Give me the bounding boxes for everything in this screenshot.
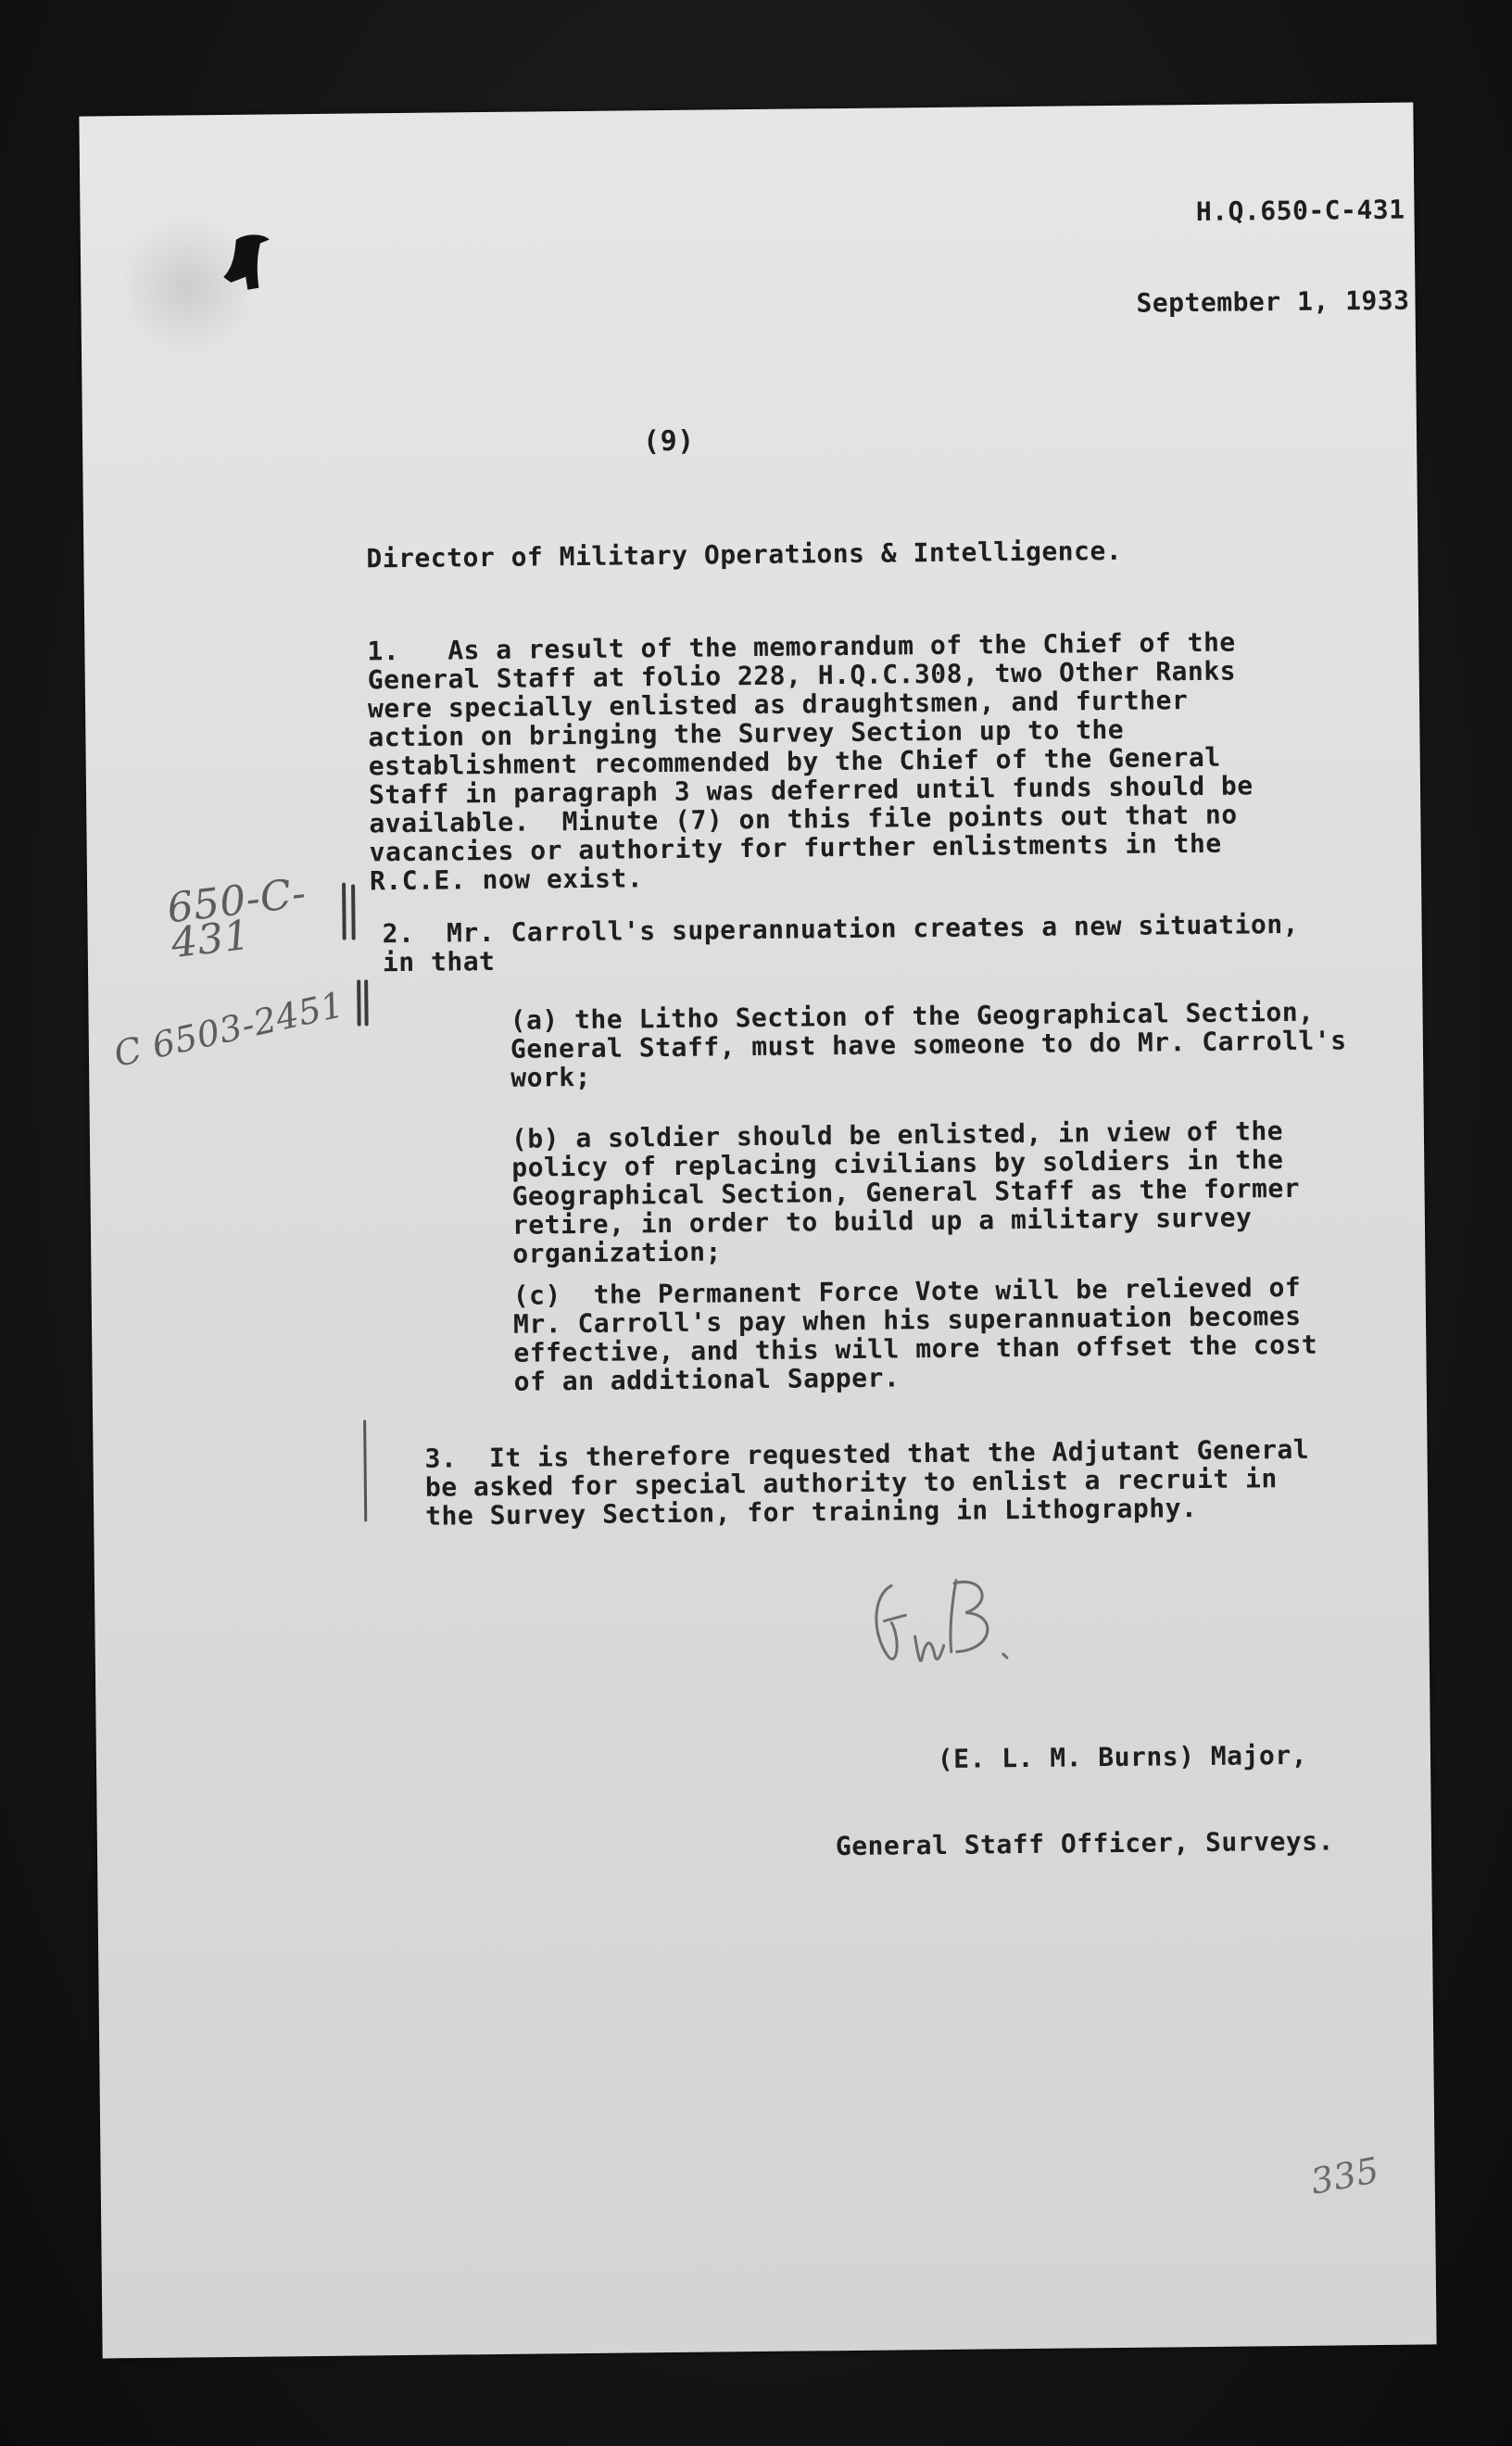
paragraph-2: 2. Mr. Carroll's superannuation creates a new situation, in that (382, 908, 1300, 978)
handwritten-margin-reference: 650-C- 431 (164, 869, 309, 968)
subparagraph-c: (c) the Permanent Force Vote will be relieved of Mr. Carroll's pay when his superannuation becomes effective, and this will more than offset the cost of an additional Sapper. (512, 1271, 1318, 1397)
margin-bracket-line (357, 979, 361, 1026)
minute-serial-number: (9) (642, 424, 695, 459)
subparagraph-a: (a) the Litho Section of the Geographical Section, General Staff, must have someone to do Mr. Carroll's work; (510, 996, 1347, 1093)
margin-bracket-line (342, 883, 346, 940)
margin-bracket-line (364, 979, 369, 1026)
subparagraph-b: (b) a soldier should be enlisted, in view of the policy of replacing civilians by soldiers in the Geographical Section, General Staff as the former retire, in order to build up a military survey organization; (510, 1116, 1301, 1269)
addressee-line: Director of Military Operations & Intelligence. (366, 535, 1123, 574)
margin-bracket-line (351, 885, 356, 940)
document-date: September 1, 1933 (1136, 284, 1410, 319)
paragraph-1: 1. As a result of the memorandum of the Chief of the General Staff at folio 228, H.Q.C.308, two Other Ranks were specially enlisted as draughtsmen, and further action on bringing the Survey Section up to the establishment recommended by the Chief of the General Staff in paragraph 3 was deferred until funds should be available. Minute (7) on this file points out that no vacancies or authority for further enlistments in the R.C.E. now exist. (367, 626, 1254, 897)
signatory-title: General Staff Officer, Surveys. (835, 1825, 1335, 1862)
paragraph-3: 3. It is therefore requested that the Adjutant General be asked for special authority to enlist a recruit in the Survey Section, for training in Lithography. (424, 1433, 1310, 1532)
signature-block (834, 1683, 1335, 1919)
handwritten-signature-icon (863, 1566, 1050, 1697)
document-page (79, 103, 1436, 2359)
file-reference-number: H.Q.650-C-431 (1195, 194, 1405, 227)
handwritten-cross-reference: C 6503-2451 (109, 983, 348, 1076)
handwritten-folio-number: 335 (1307, 2149, 1383, 2202)
signatory-name: (E. L. M. Burns) Major, (937, 1739, 1308, 1775)
margin-marker-line (363, 1419, 367, 1521)
corner-ink-mark-icon (220, 230, 276, 296)
